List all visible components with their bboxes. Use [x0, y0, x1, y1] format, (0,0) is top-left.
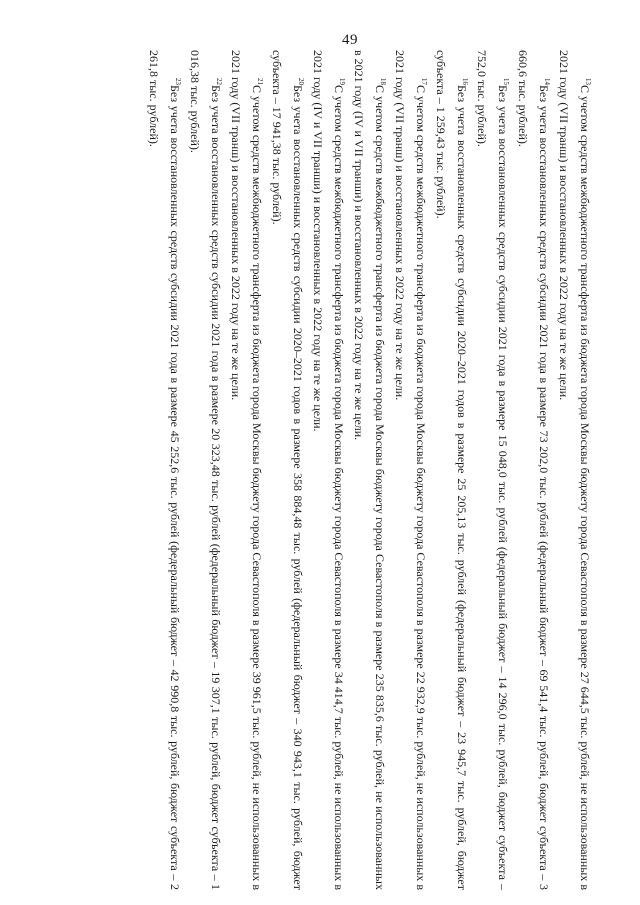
- footnote-mark: 23: [174, 78, 182, 85]
- footnote-23: [144, 50, 185, 890]
- footnote-mark: 15: [502, 78, 510, 85]
- footnote-text: С учетом средств межбюджетного трансферта из бюджета города Москвы бюджету города Севастополя в размере 235 835,6 тыс. рублей, не использованных в 2021 году (IV и VII транши) и восстановленных в 2022 году на те же цели.: [352, 50, 387, 890]
- footnote-mark: 18: [379, 78, 387, 85]
- footnote-text: Без учета восстановленных средств субсидии 2021 года в размере 73 202,0 тыс. рублей (федеральный бюджет – 69 541,4 тыс. рублей, бюджет субъекта – 3 660,6 тыс. рублей).: [516, 50, 551, 890]
- footnote-mark: 22: [215, 78, 223, 85]
- footnote-text: Без учета восстановленных средств субсидии 2020–2021 годов в размере 358 884,48 тыс. рублей (федеральный бюджет – 340 943,1 тыс. рублей, бюджет субъекта – 17 941,38 тыс. рублей).: [270, 50, 305, 890]
- footnote-text: С учетом средств межбюджетного трансферта из бюджета города Москвы бюджету города Севастополя в размере 27 644,5 тыс. рублей, не использованных в 2021 году (VII транш) и восстановленных в 2022 году на те же цели.: [557, 50, 592, 890]
- footnote-mark: 19: [338, 78, 346, 85]
- footnote-text: Без учета восстановленных средств субсидии 2021 года в размере 15 048,0 тыс. рублей (федеральный бюджет – 14 296,0 тыс. рублей, бюджет субъекта – 752,0 тыс. рублей).: [475, 50, 510, 890]
- footnote-13: [554, 50, 595, 890]
- footnote-14: [513, 50, 554, 890]
- footnotes-block: [144, 50, 595, 890]
- footnote-20: [267, 50, 308, 890]
- footnote-text: Без учета восстановленных средств субсидии 2021 года в размере 20 323,48 тыс. рублей (федеральный бюджет – 19 307,1 тыс. рублей, бюджет субъекта – 1 016,38 тыс. рублей).: [188, 50, 223, 890]
- footnote-21: [226, 50, 267, 890]
- footnote-mark: 21: [256, 78, 264, 85]
- footnote-22: [185, 50, 226, 890]
- footnote-mark: 17: [420, 78, 428, 85]
- footnote-mark: 16: [461, 78, 469, 85]
- footnote-text: Без учета восстановленных средств субсидии 2020–2021 годов в размере 25 205,13 тыс. рублей (федеральный бюджет – 23 945,7 тыс. рублей, бюджет субъекта – 1 259,43 тыс. рублей).: [434, 50, 469, 890]
- footnote-text: С учетом средств межбюджетного трансферта из бюджета города Москвы бюджету города Севастополя в размере 34 414,7 тыс. рублей, не использованных в 2021 году (IV и VII транши) и восстановленных в 2022 году на те же цели.: [311, 50, 346, 890]
- footnote-mark: 20: [297, 78, 305, 85]
- page-number: 49: [342, 32, 358, 48]
- footnote-17: [390, 50, 431, 890]
- footnote-text: С учетом средств межбюджетного трансферта из бюджета города Москвы бюджету города Севастополя в размере 22 932,9 тыс. рублей, не использованных в 2021 году (VII транш) и восстановленных в 2022 году на те же цели.: [393, 50, 428, 890]
- footnote-text: С учетом средств межбюджетного трансферта из бюджета города Москвы бюджету города Севастополя в размере 39 961,5 тыс. рублей, не использованных в 2021 году (VII транш) и восстановленных в 2022 году на те же цели.: [229, 50, 264, 890]
- footnote-16: [431, 50, 472, 890]
- footnote-mark: 13: [584, 78, 592, 85]
- footnote-18: [349, 50, 390, 890]
- footnote-19: [308, 50, 349, 890]
- footnote-mark: 14: [543, 78, 551, 85]
- footnote-15: [472, 50, 513, 890]
- footnote-text: Без учета восстановленных средств субсидии 2021 года в размере 45 252,6 тыс. рублей (федеральный бюджет – 42 990,8 тыс. рублей, бюджет субъекта – 2 261,8 тыс. рублей).: [147, 50, 182, 890]
